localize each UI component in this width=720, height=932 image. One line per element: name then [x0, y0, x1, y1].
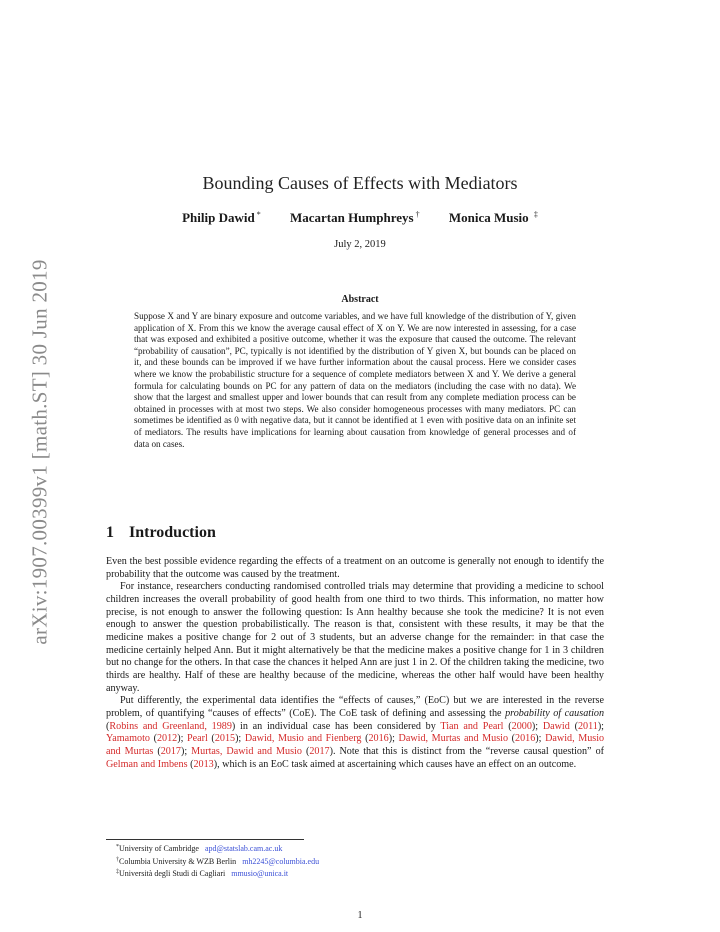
footnote-mark: ‡ — [116, 869, 119, 875]
footnotes — [116, 842, 319, 880]
abstract-paragraph: Suppose X and Y are binary exposure and outcome variables, and we have full knowledge of the distribution of Y, given application of X. From this we know the average causal effect of X on Y. We are now interested in assessing, for a case that was exposed and exhibited a positive outcome, whether it was the exposure that caused the outcome. The relevant “probability of causation”, PC, typically is not identified by the distribution of Y given X, but bounds can be placed on it, and these bounds can be improved if we have further information about the causal process. Here we consider cases where we know the probabilistic structure for a sequence of complete mediators between X and Y. We derive a general formula for calculating bounds on PC for any pattern of data on the mediators (including the case with no data). We show that the largest and smallest upper and lower bounds that can result from any complete mediation process can be obtained in processes with at most two steps. We also consider homogeneous processes with many mediators. PC can sometimes be identified as 0 with negative data, but it cannot be identified at 1 even with positive data on an infinite set of mediators. The results have implications for learning about causation from knowledge of general processes and of data on cases. — [134, 311, 576, 449]
citation-link[interactable]: Gelman and Imbens — [106, 758, 188, 770]
section-number: 1 — [106, 524, 114, 541]
citation-link[interactable]: Dawid, Musio and Fienberg — [244, 733, 362, 745]
citation-link[interactable]: Robins and Greenland, 1989 — [109, 720, 232, 732]
author — [182, 210, 261, 225]
citation-link[interactable]: Dawid, Murtas and Musio — [398, 733, 509, 745]
citation-link[interactable]: Dawid, Musio and Murtas — [106, 733, 605, 757]
author-name: Philip Dawid — [182, 210, 255, 225]
author-name: Macartan Humphreys — [289, 210, 414, 225]
footnote-affiliation: Columbia University & WZB Berlin — [119, 856, 237, 866]
footnote-mark: † — [116, 856, 119, 863]
footnote-rule — [106, 839, 304, 840]
emphasized-term: probability of causation — [505, 707, 605, 719]
intro-paragraph-1: Even the best possible evidence regarding the effects of a treatment on an outcome is generally not enough to identify the probability that the outcome was caused by the treatment. — [106, 556, 604, 580]
citation-year-link[interactable]: 2017 — [309, 745, 330, 757]
abstract-heading: Abstract — [341, 294, 379, 305]
author-list — [0, 210, 720, 226]
section-title: Introduction — [129, 524, 216, 541]
citation-year-link[interactable]: 2013 — [193, 758, 214, 770]
paper-date: July 2, 2019 — [334, 239, 386, 250]
citation-link[interactable]: Pearl — [187, 733, 208, 745]
section-heading — [106, 524, 216, 542]
footnote — [116, 842, 319, 855]
citation-link[interactable]: Dawid — [542, 720, 570, 732]
footnote — [116, 855, 319, 868]
intro-paragraph-2: For instance, researchers conducting randomised controlled trials may determine that providing a medicine to school children increases the overall probability of good health from one third to two thirds. This information, no matter how precise, is not enough to answer the following question: Is Ann healthy because she took the medicine? It is not even enough to answer the question probabilistically. The reason is that, consistent with these results, it may be that the medicine makes a positive change for 2 out of 3 students, but an adverse change for the remainder: in that case the medicine certainly helped Ann. But it might alternatively be that the medicine makes a positive change for 1 in 3 children but no change for the others. In that case the chances it helped Ann are just 1 in 2. Of the children taking the medicine, two thirds are healthy. Half of these are healthy because of the medicine, whereas the other half would have been healthy anyway. — [106, 581, 604, 694]
author — [290, 210, 420, 225]
author-mark: * — [256, 210, 261, 219]
arxiv-identifier: arXiv:1907.00399v1 [math.ST] 30 Jun 2019 — [27, 259, 52, 645]
author-mark: † — [415, 210, 420, 219]
author-mark: ‡ — [533, 210, 538, 219]
introduction-body — [106, 556, 604, 771]
abstract-text-block — [134, 311, 576, 450]
author-name: Monica Musio — [448, 210, 529, 225]
intro-paragraph-3: Put differently, the experimental data identifies the “effects of causes,” (EoC) but we are interested in the reverse problem, of quantifying “causes of effects” (CoE). The CoE task of defining and assessing the probability of causation (Robins and Greenland, 1989) in an individual case has been considered by Tian and Pearl (2000); Dawid (2011); Yamamoto (2012); Pearl (2015); Dawid, Musio and Fienberg (2016); Dawid, Murtas and Musio (2016); Dawid, Musio and Murtas (2017); Murtas, Dawid and Musio (2017). Note that this is distinct from the “reverse causal question” of Gelman and Imbens (2013), which is an EoC task aimed at ascertaining which causes have an effect on an outcome. — [106, 695, 605, 770]
email-link[interactable]: apd@statslab.cam.ac.uk — [204, 844, 283, 853]
citation-link[interactable]: Murtas, Dawid and Musio — [191, 745, 302, 757]
citation-year-link[interactable]: 2015 — [214, 733, 236, 745]
footnote-mark: * — [116, 844, 119, 850]
citation-year-link[interactable]: 2017 — [160, 745, 181, 757]
citation-year-link[interactable]: 2016 — [368, 733, 389, 745]
paper-title: Bounding Causes of Effects with Mediators — [202, 173, 518, 193]
citation-year-link[interactable]: 2000 — [511, 720, 532, 732]
author — [449, 210, 538, 225]
citation-link[interactable]: Tian and Pearl — [440, 720, 504, 732]
footnote-affiliation: University of Cambridge — [119, 844, 199, 853]
citation-link[interactable]: Yamamoto — [106, 733, 150, 745]
email-link[interactable]: mh2245@columbia.edu — [242, 856, 320, 866]
footnote-affiliation: Università degli Studi di Cagliari — [119, 869, 226, 878]
email-link[interactable]: mmusio@unica.it — [231, 869, 289, 878]
footnote — [116, 867, 319, 880]
citation-year-link[interactable]: 2012 — [156, 733, 178, 745]
page-number: 1 — [357, 910, 363, 921]
citation-year-link[interactable]: 2016 — [515, 733, 536, 745]
citation-year-link[interactable]: 2011 — [577, 720, 598, 732]
